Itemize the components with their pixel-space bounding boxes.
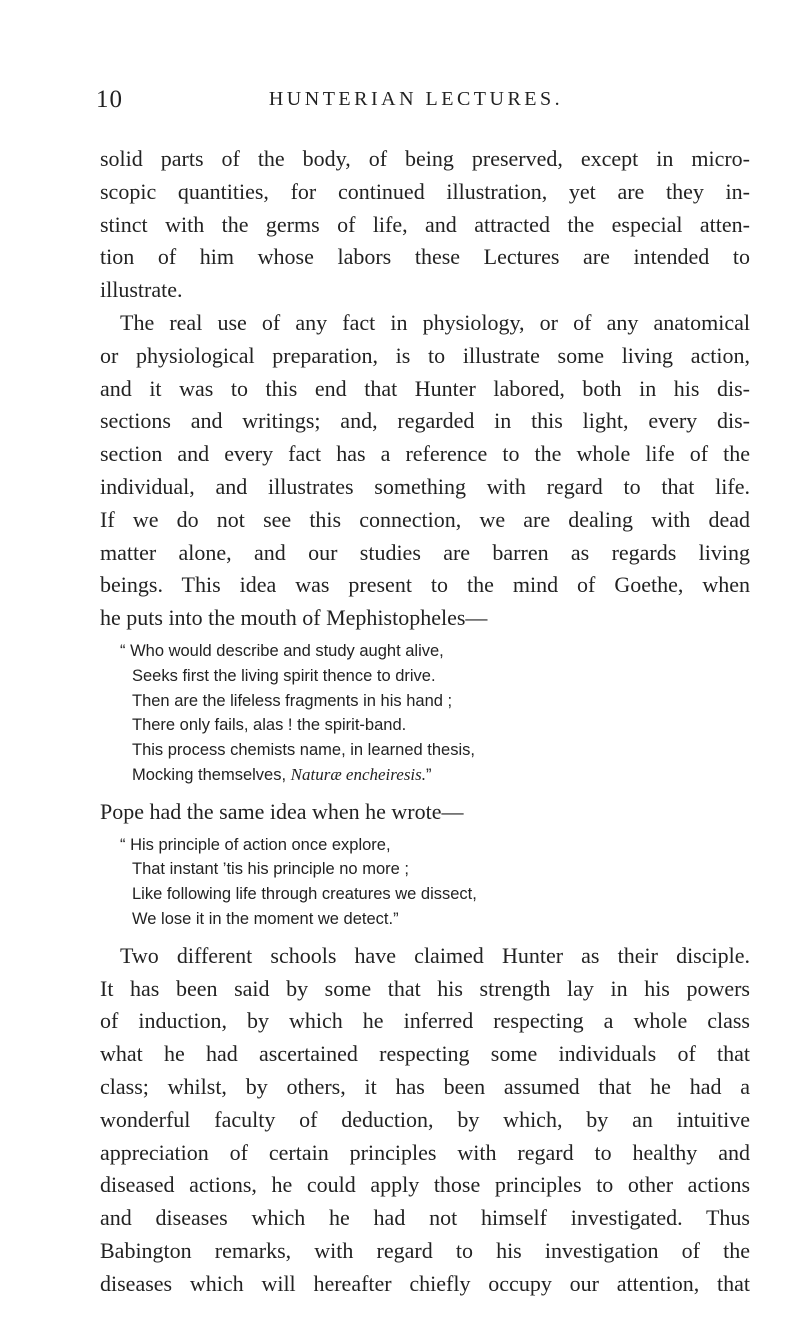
verse-line: We lose it in the moment we detect.” xyxy=(132,909,399,928)
page-number: 10 xyxy=(96,86,123,113)
text-line: Babington remarks, with regard to his investigation of the xyxy=(100,1237,750,1263)
pope-verse-quote xyxy=(100,833,750,932)
verse-line: Seeks first the living spirit thence to drive. xyxy=(132,666,436,685)
text-line: of induction, by which he inferred respecting a whole class xyxy=(100,1008,750,1034)
text-line: It has been said by some that his strength lay in his powers xyxy=(100,975,750,1001)
running-head xyxy=(96,86,736,122)
text-line: The real use of any fact in physiology, or of any anatomical xyxy=(120,309,750,335)
verse-line: That instant ’tis his principle no more ; xyxy=(132,860,409,879)
text-line: what he had ascertained respecting some individuals of that xyxy=(100,1041,750,1067)
verse-line: “ His principle of action once explore, xyxy=(120,835,391,854)
text-line: solid parts of the body, of being preserved, except in micro- xyxy=(100,146,750,171)
text-line: Two different schools have claimed Hunter as their disciple. xyxy=(120,942,750,968)
text-line: If we do not see this connection, we are dealing with dead xyxy=(100,506,750,532)
text-line: diseases which will hereafter chiefly occupy our attention, that xyxy=(100,1270,750,1296)
text-line: tion of him whose labors these Lectures are intended to xyxy=(100,244,750,270)
paragraph-1 xyxy=(100,143,750,307)
paragraph-2 xyxy=(100,307,750,635)
text-line: appreciation of certain principles with regard to healthy and xyxy=(100,1139,750,1165)
verse-line: Like following life through creatures we dissect, xyxy=(132,885,477,904)
text-line: scopic quantities, for continued illustration, yet are they in- xyxy=(100,178,750,204)
verse-line xyxy=(100,763,750,788)
verse-line: There only fails, alas ! the spirit-band. xyxy=(132,716,407,735)
text-line: illustrate. xyxy=(100,277,183,303)
text-line: sections and writings; and, regarded in this light, every dis- xyxy=(100,408,750,434)
latin-phrase: Naturæ encheiresis. xyxy=(290,764,427,784)
paragraph-3 xyxy=(100,796,750,829)
text-line: diseased actions, he could apply those principles to other actions xyxy=(100,1172,750,1198)
text-line: Pope had the same idea when he wrote— xyxy=(100,798,464,824)
closing-quote: ” xyxy=(426,765,432,784)
text-line: or physiological preparation, is to illustrate some living action, xyxy=(100,342,750,368)
text-line: individual, and illustrates something with regard to that life. xyxy=(100,473,750,499)
text-line: and it was to this end that Hunter labored, both in his dis- xyxy=(100,375,750,401)
verse-line: This process chemists name, in learned thesis, xyxy=(132,741,475,760)
goethe-verse-quote xyxy=(100,639,750,788)
page-body xyxy=(100,143,750,1300)
text-line: and diseases which he had not himself investigated. Thus xyxy=(100,1205,750,1231)
text-line: beings. This idea was present to the mind of Goethe, when xyxy=(100,572,750,598)
text-line: class; whilst, by others, it has been assumed that he had a xyxy=(100,1073,750,1099)
verse-line: Then are the lifeless fragments in his hand ; xyxy=(132,691,453,710)
verse-line: “ Who would describe and study aught alive, xyxy=(120,641,444,660)
verse-text: Mocking themselves, xyxy=(132,765,291,784)
running-title: HUNTERIAN LECTURES. xyxy=(268,88,564,110)
text-line: stinct with the germs of life, and attracted the especial atten- xyxy=(100,211,750,237)
text-line: wonderful faculty of deduction, by which, by an intuitive xyxy=(100,1106,750,1132)
text-line: section and every fact has a reference to the whole life of the xyxy=(100,441,750,467)
text-line: he puts into the mouth of Mephistopheles— xyxy=(100,605,488,631)
paragraph-4 xyxy=(100,940,750,1301)
text-line: matter alone, and our studies are barren as regards living xyxy=(100,539,750,565)
